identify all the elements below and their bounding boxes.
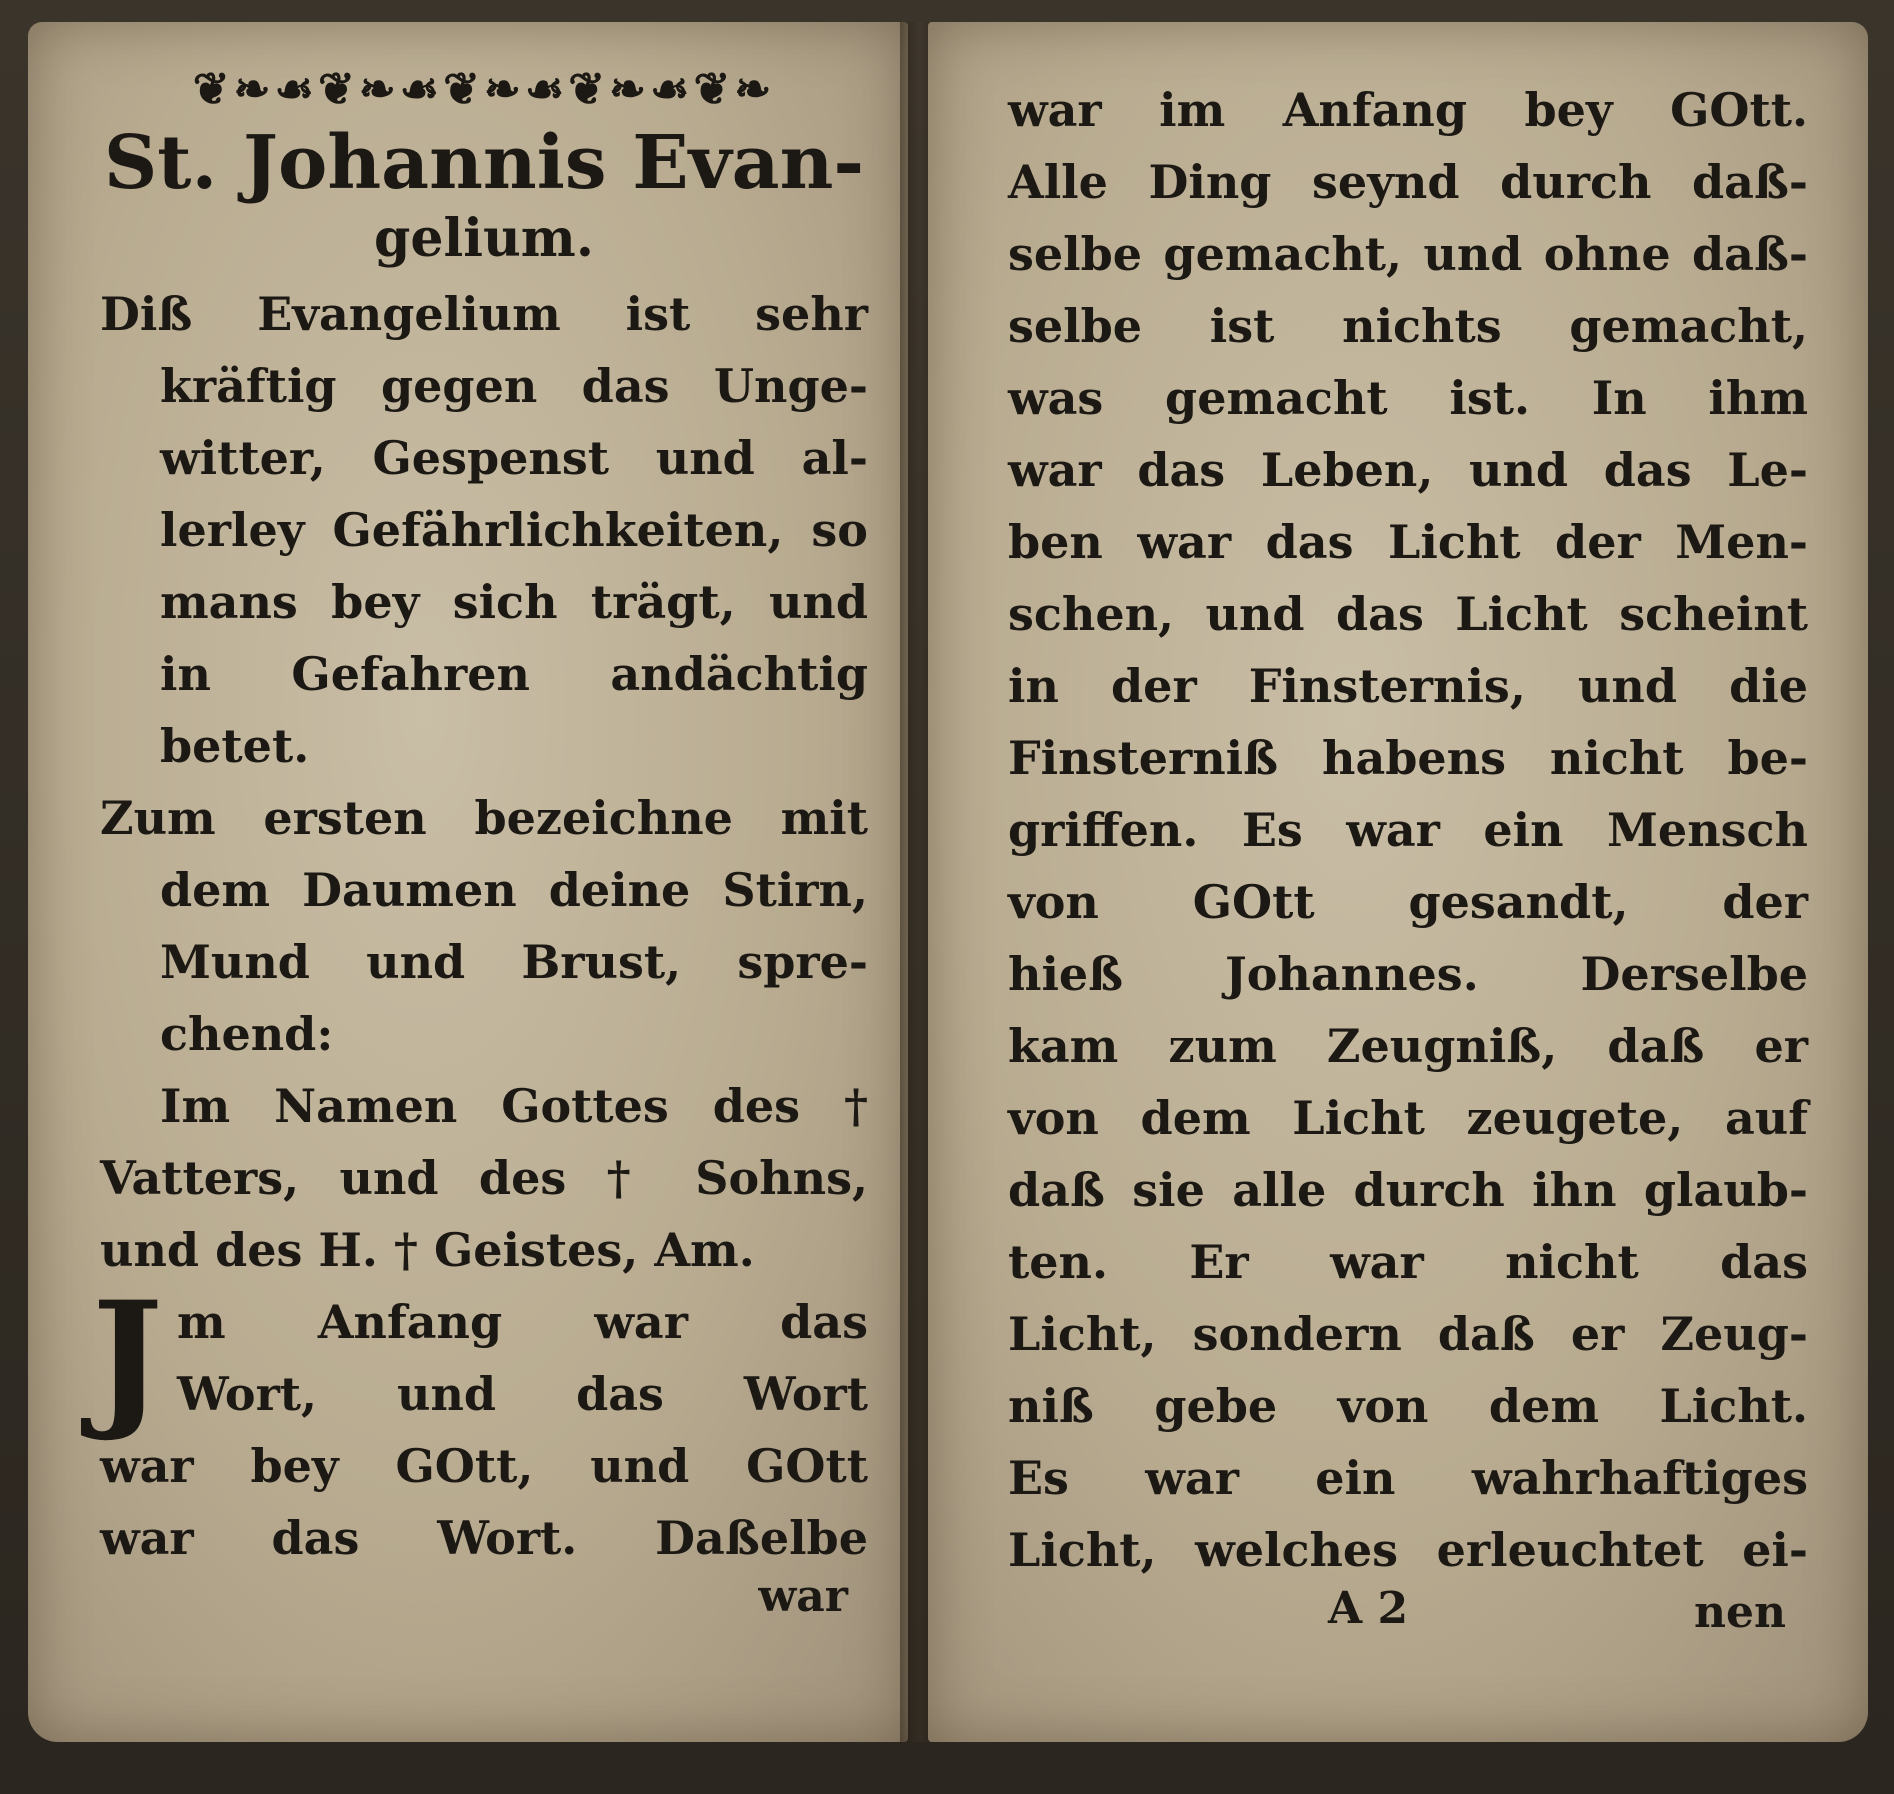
signature-mark: A 2 <box>1328 1583 1409 1634</box>
text-line: Diß Evangelium ist sehr <box>100 287 868 341</box>
text-line: daß sie alle durch ihn glaub- <box>1008 1163 1808 1217</box>
text-line: und des H. † Geistes, Am. <box>100 1223 755 1277</box>
drop-cap: J <box>92 1269 163 1445</box>
text-line: dem Daumen deine Stirn, <box>160 863 868 917</box>
page-title: St. Johannis Evan- <box>103 120 865 206</box>
text-line: niß gebe von dem Licht. <box>1008 1379 1808 1433</box>
text-line: war das Leben, und das Le- <box>1008 443 1808 497</box>
intro-paragraph <box>100 278 868 782</box>
text-line: selbe gemacht, und ohne daß- <box>1008 227 1808 281</box>
text-line: Es war ein wahrhaftiges <box>1008 1451 1808 1505</box>
text-line: Licht, sondern daß er Zeug- <box>1008 1307 1808 1361</box>
text-line: war bey GOtt, und GOtt <box>100 1439 868 1493</box>
text-line: von dem Licht zeugete, auf <box>1008 1091 1808 1145</box>
text-line: was gemacht ist. In ihm <box>1008 371 1808 425</box>
right-page <box>928 22 1868 1742</box>
gospel-opening <box>92 1269 868 1574</box>
instruction-paragraph <box>100 782 868 1070</box>
text-line: war das Wort. Daßelbe <box>100 1511 868 1565</box>
text-line: Alle Ding seynd durch daß- <box>1008 155 1808 209</box>
text-line: griffen. Es war ein Mensch <box>1008 803 1808 857</box>
text-line: ben war das Licht der Men- <box>1008 515 1808 569</box>
invocation-paragraph <box>100 1070 868 1286</box>
text-line: Vatters, und des † Sohns, <box>100 1151 868 1205</box>
text-line: m Anfang war das <box>176 1295 868 1349</box>
catchword: war <box>758 1571 848 1622</box>
text-line: kam zum Zeugniß, daß er <box>1008 1019 1808 1073</box>
text-line: von GOtt gesandt, der <box>1008 875 1808 929</box>
text-line: Zum ersten bezeichne mit <box>100 791 868 845</box>
text-line: hieß Johannes. Derselbe <box>1008 947 1808 1001</box>
text-line: Finsterniß habens nicht be- <box>1008 731 1808 785</box>
text-line: war im Anfang bey GOtt. <box>1008 83 1808 137</box>
gospel-continuation <box>1008 74 1808 1586</box>
page-subtitle: gelium. <box>374 208 594 269</box>
left-page <box>28 22 908 1742</box>
catchword: nen <box>1694 1587 1786 1638</box>
text-line: betet. <box>160 719 310 773</box>
text-line: mans bey sich trägt, und <box>160 575 868 629</box>
text-line: in der Finsternis, und die <box>1008 659 1808 713</box>
text-line: lerley Gefährlichkeiten, so <box>160 503 868 557</box>
text-line: Im Namen Gottes des † <box>160 1079 868 1133</box>
header-ornament: ❦❧☙❦❧☙❦❧☙❦❧☙❦❧ <box>192 64 776 115</box>
text-line: Licht, welches erleuchtet ei- <box>1008 1523 1808 1577</box>
text-line: Wort, und das Wort <box>176 1367 868 1421</box>
text-line: in Gefahren andächtig <box>160 647 868 701</box>
text-line: kräftig gegen das Unge- <box>160 359 868 413</box>
text-line: selbe ist nichts gemacht, <box>1008 299 1808 353</box>
text-line: ten. Er war nicht das <box>1008 1235 1808 1289</box>
text-line: schen, und das Licht scheint <box>1008 587 1808 641</box>
text-line: Mund und Brust, spre- <box>160 935 868 989</box>
text-line: chend: <box>160 1007 334 1061</box>
text-line: witter, Gespenst und al- <box>160 431 868 485</box>
